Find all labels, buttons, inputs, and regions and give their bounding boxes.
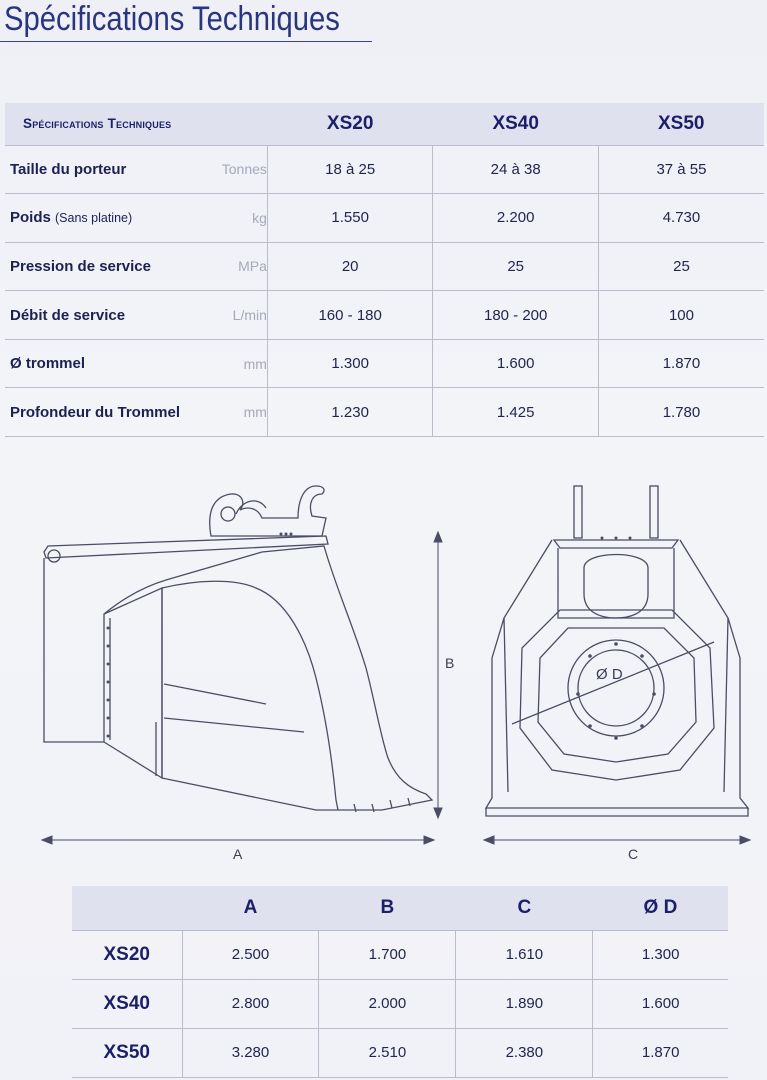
dim-header-c: C [456,886,593,930]
spec-row-label [5,242,207,291]
spec-row-value: 37 à 55 [598,145,764,194]
spec-row-label [5,339,207,388]
dim-header-a: A [182,886,319,930]
dim-header-d: Ø D [593,886,728,930]
spec-row-value: 25 [433,242,599,291]
dim-label-b: B [445,655,455,671]
dim-row-value: 1.610 [456,930,593,979]
dim-header-b: B [319,886,456,930]
spec-row-value: 1.780 [598,388,764,437]
dim-row-value: 2.500 [182,930,319,979]
spec-row [5,242,764,291]
spec-row-unit: MPa [207,242,268,291]
spec-row [5,291,764,340]
spec-row-value: 100 [598,291,764,340]
dim-label-d: Ø D [596,666,623,683]
dim-header-empty [72,886,182,930]
spec-header-model-xs40: XS40 [433,103,599,145]
spec-header-label: Spécifications Techniques [5,103,267,145]
spec-row-unit: mm [207,388,268,437]
spec-row-unit: L/min [207,291,268,340]
spec-row-value: 18 à 25 [267,145,433,194]
spec-row-label [5,194,207,243]
dim-row-value: 1.300 [593,930,728,979]
spec-row-unit: mm [207,339,268,388]
spec-row-unit: kg [207,194,268,243]
dim-row [72,979,728,1028]
dim-row-model: XS50 [72,1028,182,1077]
spec-row-label-text: Ø trommel [10,355,86,373]
spec-header-model-xs50: XS50 [598,103,764,145]
dim-row-value: 2.380 [456,1028,593,1077]
spec-row [5,339,764,388]
dimensions-table [72,886,728,1078]
spec-row-label [5,291,207,340]
spec-row-unit: Tonnes [207,145,268,194]
spec-row-value: 4.730 [598,194,764,243]
dim-row-value: 2.510 [319,1028,456,1077]
dim-row-value: 1.870 [593,1028,728,1077]
dim-row-model: XS40 [72,979,182,1028]
dim-row-model: XS20 [72,930,182,979]
spec-row-label-sub: (Sans platine) [55,211,133,226]
spec-row-value: 25 [598,242,764,291]
spec-row-value: 180 - 200 [433,291,599,340]
dim-label-a: A [233,846,243,862]
dim-label-c: C [628,846,639,862]
spec-row-label [5,388,207,437]
spec-row-value: 2.200 [433,194,599,243]
dim-header-row [72,886,728,930]
spec-row [5,145,764,194]
dim-row [72,1028,728,1077]
spec-row-value: 1.550 [267,194,433,243]
dim-row-value: 1.700 [319,930,456,979]
spec-row-label-text: Pression de service [10,257,151,275]
spec-row-label-text: Poids [10,209,51,227]
spec-row-value: 1.870 [598,339,764,388]
spec-row-value: 1.600 [433,339,599,388]
spec-row-label-text: Taille du porteur [10,160,127,178]
spec-row-value: 1.425 [433,388,599,437]
spec-row-label-text: Profondeur du Trommel [10,403,181,421]
dim-row-value: 2.000 [319,979,456,1028]
dim-row-value: 1.600 [593,979,728,1028]
spec-row-value: 160 - 180 [267,291,433,340]
dim-row-value: 2.800 [182,979,319,1028]
dim-row-value: 1.890 [456,979,593,1028]
spec-header-model-xs20: XS20 [267,103,433,145]
spec-row [5,388,764,437]
dim-row [72,930,728,979]
spec-row [5,194,764,243]
spec-row-label-text: Débit de service [10,306,126,324]
title-underline [0,41,372,42]
spec-row-label [5,145,207,194]
spec-table [5,103,764,437]
dim-row-value: 3.280 [182,1028,319,1077]
spec-row-value: 1.230 [267,388,433,437]
spec-row-value: 20 [267,242,433,291]
spec-row-value: 24 à 38 [433,145,599,194]
spec-header-row [5,103,764,145]
side-view-drawing [36,478,466,868]
spec-row-value: 1.300 [267,339,433,388]
page-title: Spécifications Techniques [4,0,340,38]
